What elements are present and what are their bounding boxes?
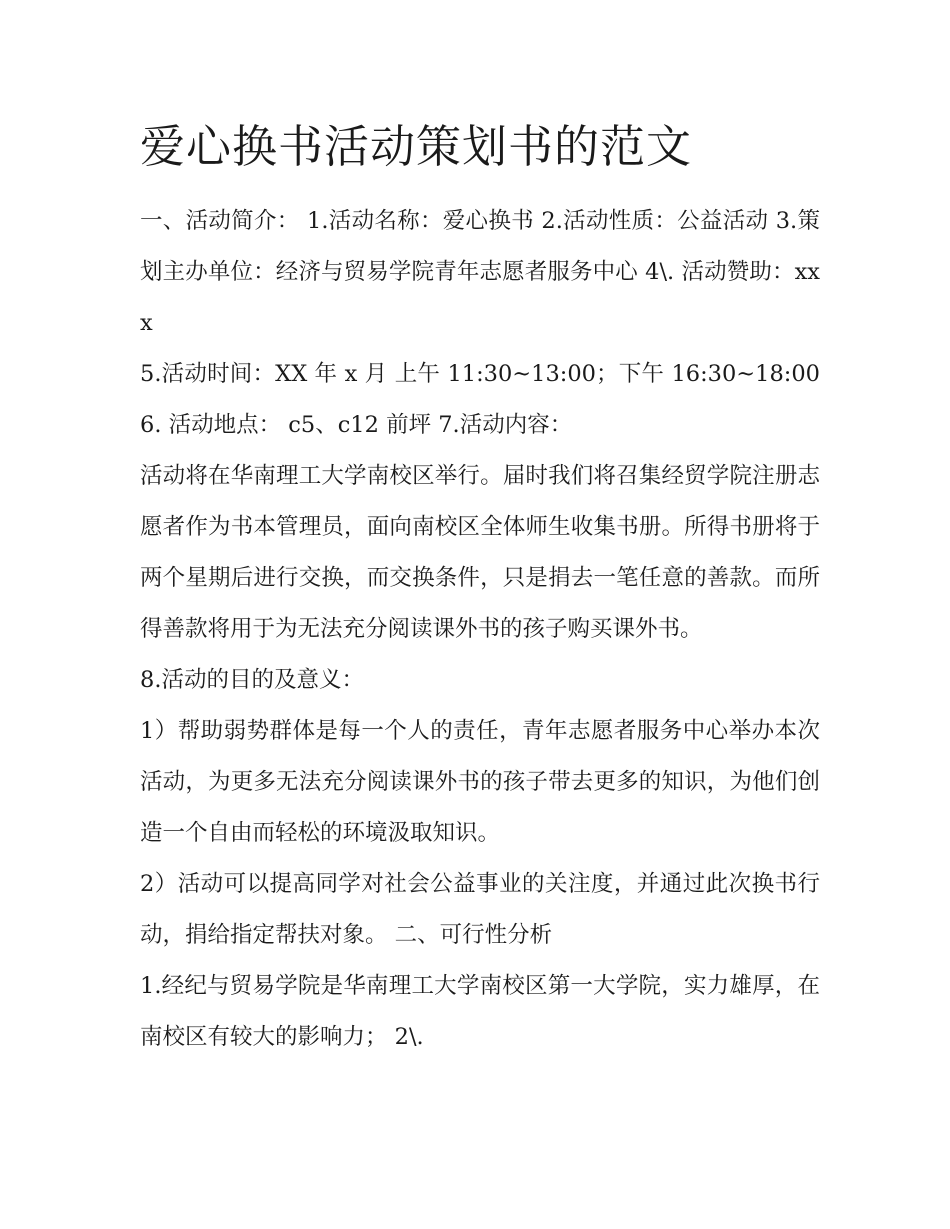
paragraph-intro: 一、活动简介： 1.活动名称：爱心换书 2.活动性质：公益活动 3.策划主办单位：经济与贸易学院青年志愿者服务中心 4\. 活动赞助：xxx xyxy=(140,208,820,336)
paragraph-activity-content: 活动将在华南理工大学南校区举行。届时我们将召集经贸学院注册志愿者作为书本管理员，面向南校区全体师生收集书册。所得书册将于两个星期后进行交换，而交换条件，只是捐去一笔任意的善款。而所得善款将用于为无法充分阅读课外书的孩子购买课外书。 xyxy=(140,463,820,642)
document-title: 爱心换书活动策划书的范文 xyxy=(140,120,693,173)
paragraph-feasibility-1: 1.经纪与贸易学院是华南理工大学南校区第一大学院，实力雄厚，在南校区有较大的影响力； 2\. xyxy=(140,973,820,1050)
paragraph-time-location: 5.活动时间：XX 年 x 月 上午 11:30~13:00；下午 16:30~18:00 6. 活动地点： c5、c12 前坪 7.活动内容： xyxy=(140,361,820,438)
paragraph-purpose-1: 1）帮助弱势群体是每一个人的责任，青年志愿者服务中心举办本次活动，为更多无法充分阅读课外书的孩子带去更多的知识，为他们创造一个自由而轻松的环境汲取知识。 xyxy=(140,718,820,846)
paragraph-purpose-heading: 8.活动的目的及意义： xyxy=(140,667,364,693)
paragraph-purpose-2: 2）活动可以提高同学对社会公益事业的关注度，并通过此次换书行动，捐给指定帮扶对象。 二、可行性分析 xyxy=(140,871,820,948)
document-body xyxy=(140,112,820,1063)
